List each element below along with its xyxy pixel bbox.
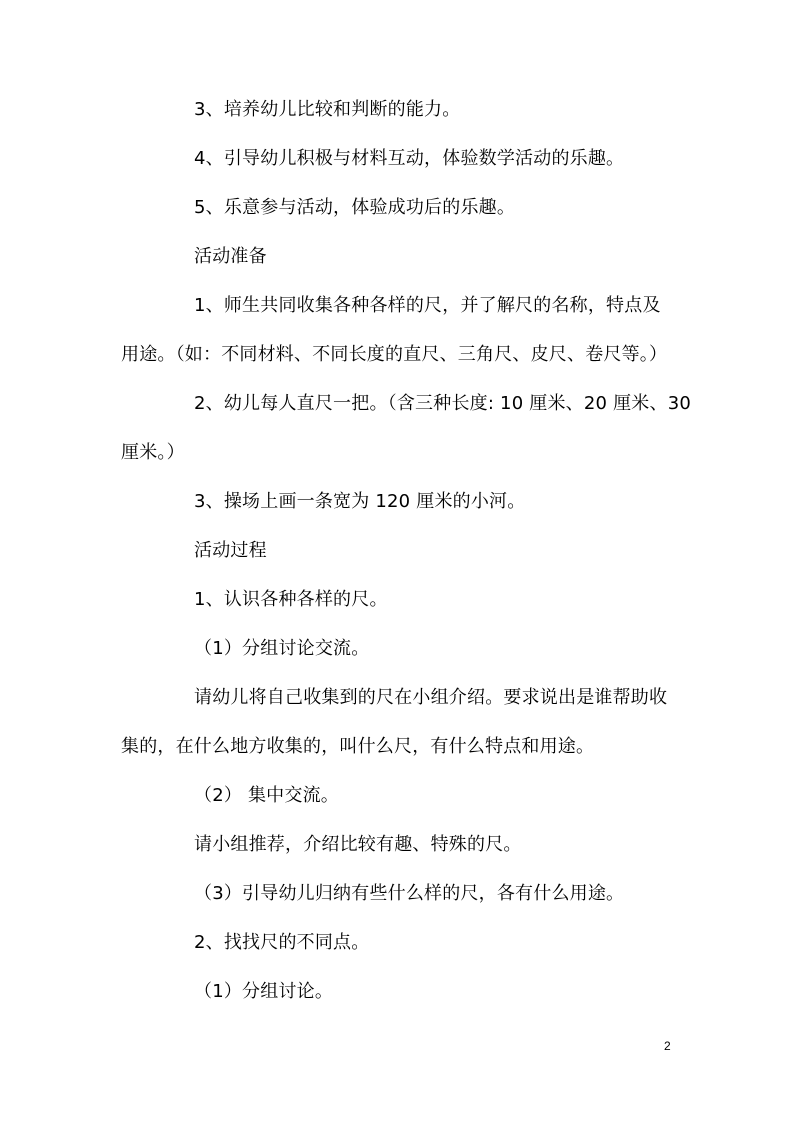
process-1-step-3: （3）引导幼儿归纳有些什么样的尺，各有什么用途。: [194, 883, 625, 904]
preparation-1-line-1: 1、师生共同收集各种各样的尺，并了解尺的名称，特点及: [194, 295, 661, 316]
objective-3: 3、培养幼儿比较和判断的能力。: [194, 99, 461, 120]
objective-4: 4、引导幼儿积极与材料互动，体验数学活动的乐趣。: [194, 148, 625, 169]
preparation-3: 3、操场上画一条宽为 120 厘米的小河。: [194, 491, 526, 512]
process-1-step-1-detail-line-2: 集的，在什么地方收集的，叫什么尺，有什么特点和用途。: [121, 736, 595, 757]
process-1: 1、认识各种各样的尺。: [194, 589, 388, 610]
process-1-step-2-detail: 请小组推荐，介绍比较有趣、特殊的尺。: [194, 834, 522, 855]
process-1-step-2: （2） 集中交流。: [194, 785, 339, 806]
objective-5: 5、乐意参与活动，体验成功后的乐趣。: [194, 197, 516, 218]
page-number: 2: [664, 1039, 671, 1053]
preparation-1-line-2: 用途。（如：不同材料、不同长度的直尺、三角尺、皮尺、卷尺等。）: [121, 344, 668, 365]
preparation-2-line-1: 2、幼儿每人直尺一把。（含三种长度: 10 厘米、20 厘米、30: [194, 393, 691, 414]
process-1-step-1: （1）分组讨论交流。: [194, 638, 370, 659]
process-2: 2、找找尺的不同点。: [194, 932, 370, 953]
heading-process: 活动过程: [194, 540, 267, 561]
process-1-step-1-detail-line-1: 请幼儿将自己收集到的尺在小组介绍。要求说出是谁帮助收: [194, 687, 668, 708]
preparation-2-line-2: 厘米。）: [121, 442, 185, 463]
heading-preparation: 活动准备: [194, 246, 267, 267]
process-2-step-1: （1）分组讨论。: [194, 981, 334, 1002]
